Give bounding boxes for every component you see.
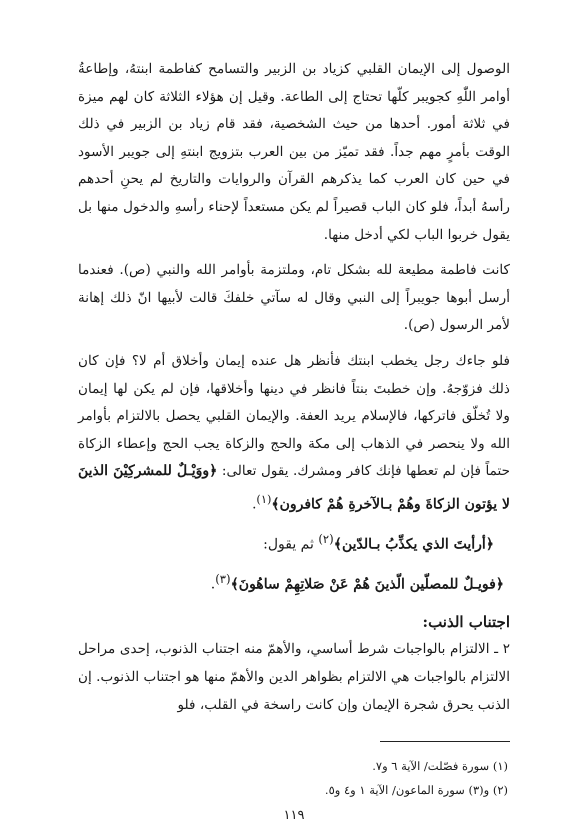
footnote-1: (١) سورة فصّلت/ الآية ٦ و٧. <box>372 759 508 774</box>
paragraph-3: فلو جاءك رجل يخطب ابنتك فأنظر هل عنده إيمان وأخلاق أم لا؟ فإن كان ذلك فزوّجهُ. وإن خطبتَ بنتاً فانظر في دينها وأخلاقها، فإن لم يكن لها إيمان ولا تُخلّق فاتركها، فالإسلام يريد العفة. والإيمان القلبي يحصل بالالتزام بأوامر الله ولا ينحصر في الذهاب إلى مكة والحج والزكاة يجب الحج وإعطاء الزكاة حتماً فإن لم تعطها فإنك كافر ومشرك. يقول تعالى: ﴿ووَيْـلٌ للمشركِيْنَ الذينَ لا يؤتون الزكاةَ وهُمْ بـالآخرةِ هُمْ كافرون﴾$^{(١)}$. <box>78 352 510 513</box>
quran-quote-1: ﴿ووَيْـلٌ للمشركِيْنَ الذينَ لا يؤتون الزكاةَ وهُمْ بـالآخرةِ هُمْ كافرون﴾ <box>78 463 510 513</box>
page-number: ١١٩ <box>283 808 305 824</box>
quran-quote-3: ﴿فويـلٌ للمصلّين الّذينَ هُمْ عَنْ صَلاتِهِمْ ساهُونَ﴾ <box>230 576 504 593</box>
ayah-connector: ثم يقول: <box>263 536 314 553</box>
paragraph-3-text: فلو جاءك رجل يخطب ابنتك فأنظر هل عنده إيمان وأخلاق أم لا؟ فإن كان ذلك فزوّجهُ. وإن خطبتَ بنتاً فانظر في دينها وأخلاقها، فإن لم يكن لها إيمان ولا تُخلّق فاتركها، فالإسلام يريد العفة. والإيمان القلبي يحصل بالالتزام بأوامر الله ولا ينحصر في الذهاب إلى مكة والحج والزكاة يجب الحج وإعطاء الزكاة حتماً فإن لم تعطها فإنك كافر ومشرك. يقول تعالى: <box>78 352 510 480</box>
footnote-divider <box>380 741 510 742</box>
footnote-2: (٢) و(٣) سورة الماعون/ الآية ١ و٤ و٥. <box>324 783 508 798</box>
paragraph-2: كانت فاطمة مطيعة لله بشكل تام، وملتزمة بأوامر الله والنبي (ص). فعندما أرسل أبوها جويبراً إلى النبي وقال له سآتي خلفكَ قالت لأبيها انّ ذلك إهانة لأمر الرسول (ص). <box>78 262 510 334</box>
footnote-ref-1: (١) <box>256 491 272 506</box>
ayah-line-2 <box>78 525 510 559</box>
paragraph-1: الوصول إلى الإيمان القلبي كزياد بن الزبير والتسامح كفاطمة ابنتهُ، وإطاعةُ أوامر اللّٰهِ كجويبر كلّها تحتاج إلى الطاعة. وقيل إن هؤلاء الثلاثة كان لهم ميزة في ثلاثة أمور. أحدها من حيث الشخصية، فقد قام زياد بن الزبير في ذلك الوقت بأمرٍ مهم جداً. فقد تميّز من بين العرب بتزويج ابنتهِ إلى جويبر الأسود في حين كان العرب كما يذكرهم القرآن والروايات والتاريخ لم يحنِ أحدهم رأسهُ أبداً، فلو كان الباب قصيراً لم يكن مستعداً لإحناء رأسهِ والدخول منها بل يقول خربوا الباب لكي أدخل منها. <box>78 61 510 243</box>
footnote-ref-3: (٣) <box>215 571 231 586</box>
ayah-line-3: ﴿فويـلٌ للمصلّين الّذينَ هُمْ عَنْ صَلاتِهِمْ ساهُونَ﴾$^{(٣)}$. <box>210 571 504 593</box>
paragraph-4: ٢ ـ الالتزام بالواجبات شرط أساسي، والأهمّ منه اجتناب الذنوب، إحدى مراحل الالتزام بالواجبات هي الالتزام بظواهر الدين والأهمّ منها هو اجتناب الذنوب. إن الذنب يحرق شجرة الإيمان وإن كانت راسخة في القلب، فلو <box>78 641 510 713</box>
footnote-ref-2: (٢) <box>318 532 334 547</box>
page-body <box>78 56 510 838</box>
section-heading: اجتناب الذنب: <box>422 613 510 632</box>
quran-quote-2: ﴿أرأيتَ الذي يكذِّبُ بـالدّين﴾ <box>333 536 494 553</box>
